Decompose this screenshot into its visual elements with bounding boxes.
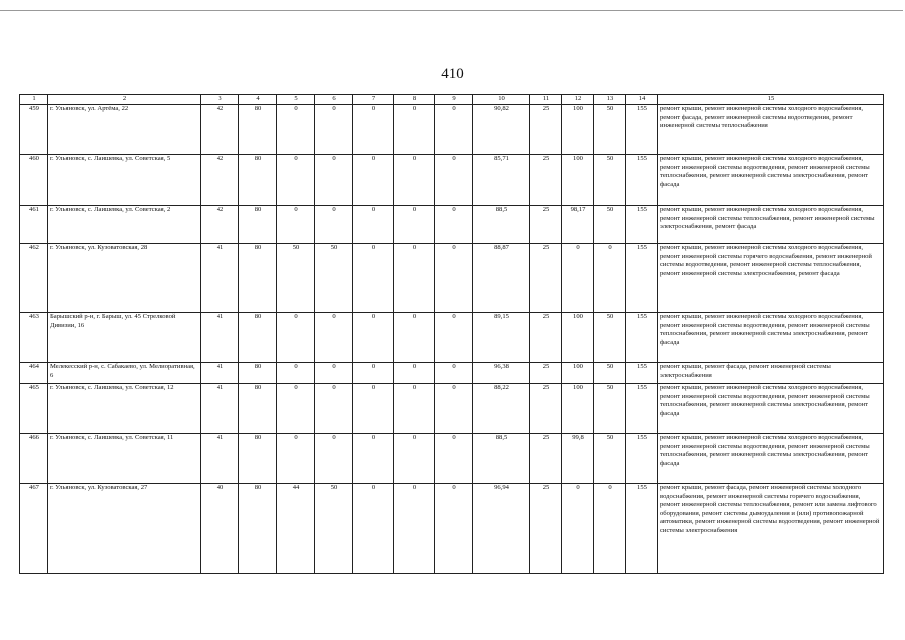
works-cell: ремонт крыши, ремонт инженерной системы холодного водоснабжения, ремонт инженерной системы водоотведения, ремонт инженерной системы теплоснабжения, ремонт инженерной системы электроснабжения, ремонт фасада xyxy=(658,155,884,206)
value-cell: 25 xyxy=(530,363,562,384)
value-cell: 90,82 xyxy=(473,105,530,155)
page-number: 410 xyxy=(441,66,464,82)
value-cell: 0 xyxy=(394,313,435,363)
value-cell: 0 xyxy=(353,484,394,574)
value-cell: 41 xyxy=(201,384,239,434)
row-number-cell: 460 xyxy=(20,155,48,206)
value-cell: 0 xyxy=(353,244,394,313)
value-cell: 50 xyxy=(594,363,626,384)
works-cell: ремонт крыши, ремонт фасада, ремонт инженерной системы электроснабжения xyxy=(658,363,884,384)
value-cell: 0 xyxy=(353,313,394,363)
column-header: 12 xyxy=(562,95,594,105)
value-cell: 0 xyxy=(277,363,315,384)
value-cell: 0 xyxy=(353,384,394,434)
value-cell: 0 xyxy=(315,384,353,434)
value-cell: 25 xyxy=(530,155,562,206)
row-number-cell: 462 xyxy=(20,244,48,313)
row-number-cell: 464 xyxy=(20,363,48,384)
column-header: 6 xyxy=(315,95,353,105)
column-header: 15 xyxy=(658,95,884,105)
column-header: 11 xyxy=(530,95,562,105)
table-row xyxy=(20,434,884,484)
column-header: 2 xyxy=(48,95,201,105)
value-cell: 155 xyxy=(626,105,658,155)
table-row xyxy=(20,363,884,384)
value-cell: 0 xyxy=(394,484,435,574)
value-cell: 0 xyxy=(277,434,315,484)
value-cell: 0 xyxy=(562,484,594,574)
value-cell: 0 xyxy=(394,363,435,384)
works-cell: ремонт крыши, ремонт инженерной системы холодного водоснабжения, ремонт инженерной системы горячего водоснабжения, ремонт инженерной системы водоотведения, ремонт инженерной системы теплоснабжения, ремонт инженерной системы электроснабжения, ремонт фасада xyxy=(658,244,884,313)
works-cell: ремонт крыши, ремонт инженерной системы холодного водоснабжения, ремонт фасада, ремонт инженерной системы водоотведения, ремонт инженерной системы теплоснабжения xyxy=(658,105,884,155)
works-cell: ремонт крыши, ремонт инженерной системы холодного водоснабжения, ремонт инженерной системы водоотведения, ремонт инженерной системы теплоснабжения, ремонт инженерной системы электроснабжения, ремонт фасада xyxy=(658,384,884,434)
value-cell: 0 xyxy=(562,244,594,313)
value-cell: 155 xyxy=(626,206,658,244)
value-cell: 41 xyxy=(201,434,239,484)
value-cell: 100 xyxy=(562,363,594,384)
value-cell: 0 xyxy=(435,105,473,155)
value-cell: 155 xyxy=(626,244,658,313)
value-cell: 0 xyxy=(277,384,315,434)
value-cell: 0 xyxy=(353,363,394,384)
value-cell: 50 xyxy=(594,313,626,363)
address-cell: г. Ульяновск, с. Лаишевка, ул. Советская, 12 xyxy=(48,384,201,434)
value-cell: 0 xyxy=(315,313,353,363)
value-cell: 0 xyxy=(315,105,353,155)
value-cell: 25 xyxy=(530,484,562,574)
table-row xyxy=(20,206,884,244)
row-number-cell: 463 xyxy=(20,313,48,363)
value-cell: 0 xyxy=(315,363,353,384)
value-cell: 25 xyxy=(530,206,562,244)
value-cell: 99,8 xyxy=(562,434,594,484)
value-cell: 0 xyxy=(315,155,353,206)
value-cell: 88,5 xyxy=(473,206,530,244)
value-cell: 0 xyxy=(394,434,435,484)
value-cell: 0 xyxy=(394,244,435,313)
row-number-cell: 467 xyxy=(20,484,48,574)
value-cell: 0 xyxy=(353,206,394,244)
value-cell: 0 xyxy=(315,434,353,484)
value-cell: 155 xyxy=(626,313,658,363)
column-header: 1 xyxy=(20,95,48,105)
value-cell: 44 xyxy=(277,484,315,574)
value-cell: 41 xyxy=(201,244,239,313)
value-cell: 155 xyxy=(626,434,658,484)
value-cell: 0 xyxy=(435,206,473,244)
value-cell: 0 xyxy=(315,206,353,244)
value-cell: 50 xyxy=(315,484,353,574)
value-cell: 0 xyxy=(435,313,473,363)
value-cell: 155 xyxy=(626,384,658,434)
value-cell: 25 xyxy=(530,244,562,313)
value-cell: 0 xyxy=(435,244,473,313)
value-cell: 50 xyxy=(594,155,626,206)
value-cell: 50 xyxy=(277,244,315,313)
column-header: 4 xyxy=(239,95,277,105)
value-cell: 0 xyxy=(394,384,435,434)
value-cell: 42 xyxy=(201,105,239,155)
value-cell: 25 xyxy=(530,105,562,155)
value-cell: 0 xyxy=(353,105,394,155)
value-cell: 0 xyxy=(435,484,473,574)
value-cell: 0 xyxy=(435,363,473,384)
address-cell: г. Ульяновск, с. Лаишевка, ул. Советская, 5 xyxy=(48,155,201,206)
value-cell: 0 xyxy=(394,105,435,155)
table-row xyxy=(20,384,884,434)
page-top-border xyxy=(0,10,903,11)
value-cell: 50 xyxy=(594,105,626,155)
value-cell: 0 xyxy=(594,484,626,574)
value-cell: 96,94 xyxy=(473,484,530,574)
value-cell: 100 xyxy=(562,155,594,206)
value-cell: 80 xyxy=(239,105,277,155)
value-cell: 0 xyxy=(594,244,626,313)
value-cell: 80 xyxy=(239,384,277,434)
value-cell: 50 xyxy=(594,384,626,434)
address-cell: г. Ульяновск, ул. Кузоватовская, 27 xyxy=(48,484,201,574)
value-cell: 0 xyxy=(277,313,315,363)
table-row xyxy=(20,313,884,363)
address-cell: Мелекесский р-н, с. Сабакаево, ул. Мелиоративная, 6 xyxy=(48,363,201,384)
value-cell: 100 xyxy=(562,313,594,363)
column-header: 13 xyxy=(594,95,626,105)
row-number-cell: 465 xyxy=(20,384,48,434)
value-cell: 42 xyxy=(201,155,239,206)
value-cell: 100 xyxy=(562,384,594,434)
value-cell: 80 xyxy=(239,484,277,574)
value-cell: 80 xyxy=(239,155,277,206)
value-cell: 89,15 xyxy=(473,313,530,363)
table-row xyxy=(20,244,884,313)
value-cell: 100 xyxy=(562,105,594,155)
row-number-cell: 461 xyxy=(20,206,48,244)
value-cell: 0 xyxy=(435,155,473,206)
value-cell: 155 xyxy=(626,155,658,206)
register-table xyxy=(19,94,884,574)
column-header: 3 xyxy=(201,95,239,105)
address-cell: Барышский р-н, г. Барыш, ул. 45 Стрелковой Дивизии, 16 xyxy=(48,313,201,363)
column-header: 5 xyxy=(277,95,315,105)
value-cell: 80 xyxy=(239,313,277,363)
value-cell: 50 xyxy=(594,206,626,244)
address-cell: г. Ульяновск, с. Лаишевка, ул. Советская, 2 xyxy=(48,206,201,244)
row-number-cell: 459 xyxy=(20,105,48,155)
value-cell: 0 xyxy=(435,384,473,434)
column-header: 14 xyxy=(626,95,658,105)
value-cell: 41 xyxy=(201,363,239,384)
column-header: 10 xyxy=(473,95,530,105)
table-header-row xyxy=(20,95,884,105)
value-cell: 0 xyxy=(353,434,394,484)
value-cell: 80 xyxy=(239,206,277,244)
value-cell: 85,71 xyxy=(473,155,530,206)
value-cell: 0 xyxy=(277,155,315,206)
column-header: 8 xyxy=(394,95,435,105)
works-cell: ремонт крыши, ремонт фасада, ремонт инженерной системы холодного водоснабжения, ремонт инженерной системы горячего водоснабжения, ремонт инженерной системы теплоснабжения, ремонт или замена лифтового оборудования, ремонт системы дымоудаления и (или) противопожарной автоматики, ремонт инженерной системы водоотведения, ремонт инженерной системы электроснабжения xyxy=(658,484,884,574)
value-cell: 88,5 xyxy=(473,434,530,484)
value-cell: 0 xyxy=(277,206,315,244)
value-cell: 88,22 xyxy=(473,384,530,434)
value-cell: 88,87 xyxy=(473,244,530,313)
address-cell: г. Ульяновск, с. Лаишевка, ул. Советская, 11 xyxy=(48,434,201,484)
table-row xyxy=(20,155,884,206)
works-cell: ремонт крыши, ремонт инженерной системы холодного водоснабжения, ремонт инженерной системы водоотведения, ремонт инженерной системы теплоснабжения, ремонт инженерной системы электроснабжения, ремонт фасада xyxy=(658,434,884,484)
works-cell: ремонт крыши, ремонт инженерной системы холодного водоснабжения, ремонт инженерной системы водоотведения, ремонт инженерной системы теплоснабжения, ремонт инженерной системы электроснабжения, ремонт фасада xyxy=(658,313,884,363)
value-cell: 155 xyxy=(626,484,658,574)
value-cell: 0 xyxy=(353,155,394,206)
value-cell: 0 xyxy=(394,155,435,206)
address-cell: г. Ульяновск, ул. Кузоватовская, 28 xyxy=(48,244,201,313)
value-cell: 25 xyxy=(530,313,562,363)
column-header: 9 xyxy=(435,95,473,105)
works-cell: ремонт крыши, ремонт инженерной системы холодного водоснабжения, ремонт инженерной системы теплоснабжения, ремонт инженерной системы электроснабжения, ремонт фасада xyxy=(658,206,884,244)
table-row xyxy=(20,105,884,155)
value-cell: 80 xyxy=(239,244,277,313)
value-cell: 80 xyxy=(239,434,277,484)
value-cell: 25 xyxy=(530,434,562,484)
value-cell: 155 xyxy=(626,363,658,384)
value-cell: 50 xyxy=(594,434,626,484)
table-row xyxy=(20,484,884,574)
value-cell: 96,38 xyxy=(473,363,530,384)
value-cell: 0 xyxy=(435,434,473,484)
value-cell: 0 xyxy=(394,206,435,244)
value-cell: 41 xyxy=(201,313,239,363)
value-cell: 42 xyxy=(201,206,239,244)
row-number-cell: 466 xyxy=(20,434,48,484)
value-cell: 25 xyxy=(530,384,562,434)
value-cell: 50 xyxy=(315,244,353,313)
column-header: 7 xyxy=(353,95,394,105)
value-cell: 40 xyxy=(201,484,239,574)
address-cell: г. Ульяновск, ул. Артёма, 22 xyxy=(48,105,201,155)
value-cell: 0 xyxy=(277,105,315,155)
value-cell: 98,17 xyxy=(562,206,594,244)
value-cell: 80 xyxy=(239,363,277,384)
